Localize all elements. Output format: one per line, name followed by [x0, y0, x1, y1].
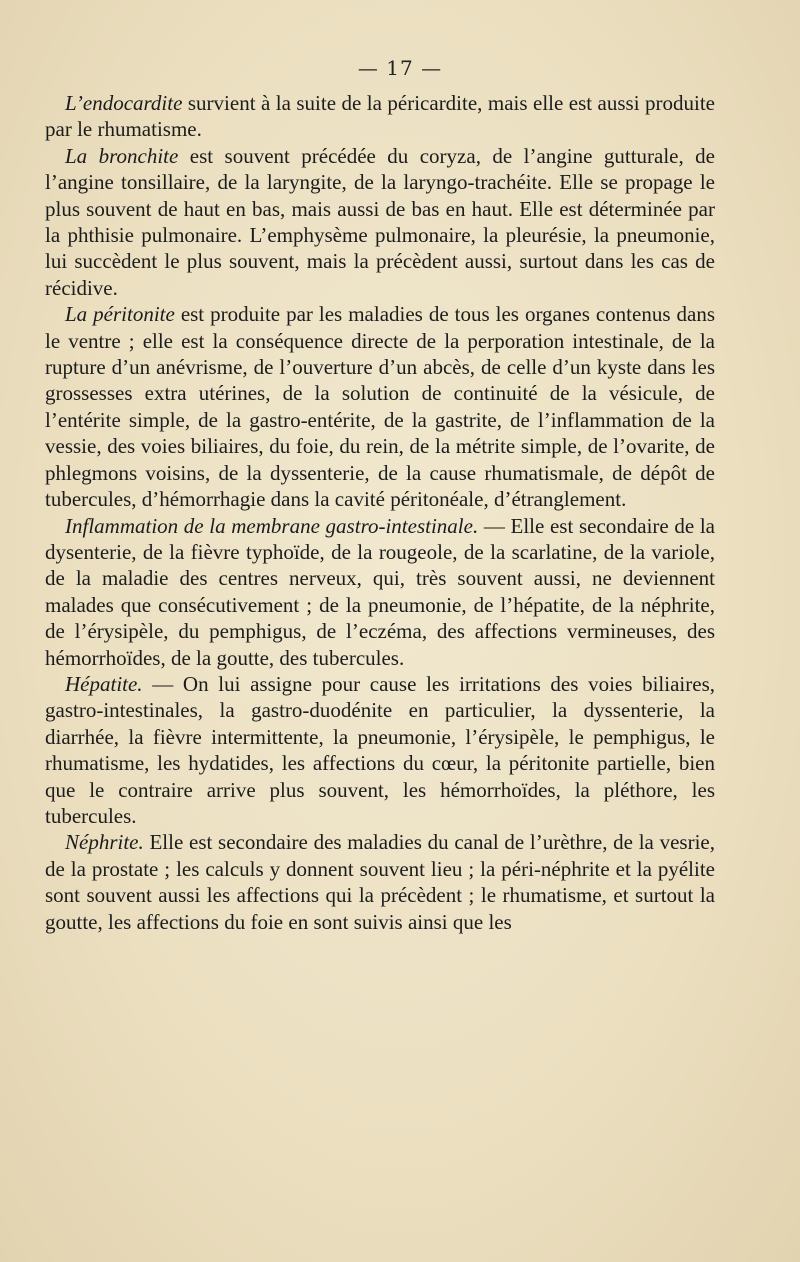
paragraph-nephrite	[45, 829, 715, 935]
paragraph-text: — On lui assigne pour cause les irritations des voies biliaires, gastro-intestinales, la gastro-duodénite en particulier, la dyssenterie, la diarrhée, la fièvre intermittente, la pneumonie, l’érysipèle, le pemphigus, le rhumatisme, les hydatides, les affections du cœur, la péritonite partielle, bien que le contraire arrive plus souvent, les hémorrhoïdes, la pléthore, les tubercules.	[45, 671, 715, 828]
paragraph-endocardite	[45, 90, 715, 143]
term-bronchite: La bronchite	[65, 143, 179, 168]
paragraph-text: survient à la suite de la péricardite, mais elle est aussi produite par le rhumatisme.	[45, 91, 715, 142]
paragraph-text: — Elle est secondaire de la dysenterie, de la fièvre typhoïde, de la rougeole, de la scarlatine, de la variole, de la maladie des centres nerveux, qui, très souvent aussi, ne deviennent malades que consécutivement ; de la pneumonie, de l’hépatite, de la néphrite, de l’érysipèle, du pemphigus, de l’eczéma, des affections vermineuses, des hémorrhoïdes, de la goutte, des tubercules.	[45, 513, 716, 670]
body-text	[45, 90, 715, 935]
term-nephrite: Néphrite.	[65, 830, 144, 855]
paragraph-text: est produite par les maladies de tous les organes contenus dans le ventre ; elle est la conséquence directe de la perporation intestinale, de la rupture d’un anévrisme, de l’ouverture d’un abcès, de celle d’un kyste dans les grossesses extra utérines, de la solution de continuité de la vésicule, de l’entérite simple, de la gastro-entérite, de la gastrite, de l’inflammation de la vessie, des voies biliaires, du foie, du rein, de la métrite simple, de l’ovarite, de phlegmons voisins, de la dyssenterie, de la cause rhumatismale, de dépôt de tubercules, d’hémorrhagie dans la cavité péritonéale, d’étranglement.	[45, 302, 715, 512]
paragraph-hepatite	[45, 671, 715, 829]
term-hepatite: Hépatite.	[65, 671, 143, 696]
paragraph-text: Elle est secondaire des maladies du canal de l’urèthre, de la vesrie, de la prostate ; les calculs y donnent souvent lieu ; la péri-néphrite et la pyélite sont souvent aussi les affections qui la précèdent ; le rhumatisme, et surtout la goutte, les affections du foie en sont suivis ainsi que les	[45, 830, 715, 934]
paragraph-text: est souvent précédée du coryza, de l’angine gutturale, de l’angine tonsillaire, de la laryngite, de la laryngo-trachéite. Elle se propage le plus souvent de haut en bas, mais aussi de bas en haut. Elle est déterminée par la phthisie pulmonaire. L’emphysème pulmonaire, la pleurésie, la pneumonie, lui succèdent le plus souvent, mais la précèdent aussi, surtout dans les cas de récidive.	[45, 143, 716, 300]
term-endocardite: L’endocardite	[65, 91, 183, 115]
page-number: — 17 —	[357, 56, 443, 80]
paragraph-bronchite	[45, 143, 715, 301]
term-peritonite: La péritonite	[65, 302, 175, 327]
paragraph-inflammation	[45, 513, 715, 671]
paragraph-peritonite	[45, 301, 715, 512]
term-inflammation: Inflammation de la membrane gastro-intestinale.	[65, 513, 479, 538]
